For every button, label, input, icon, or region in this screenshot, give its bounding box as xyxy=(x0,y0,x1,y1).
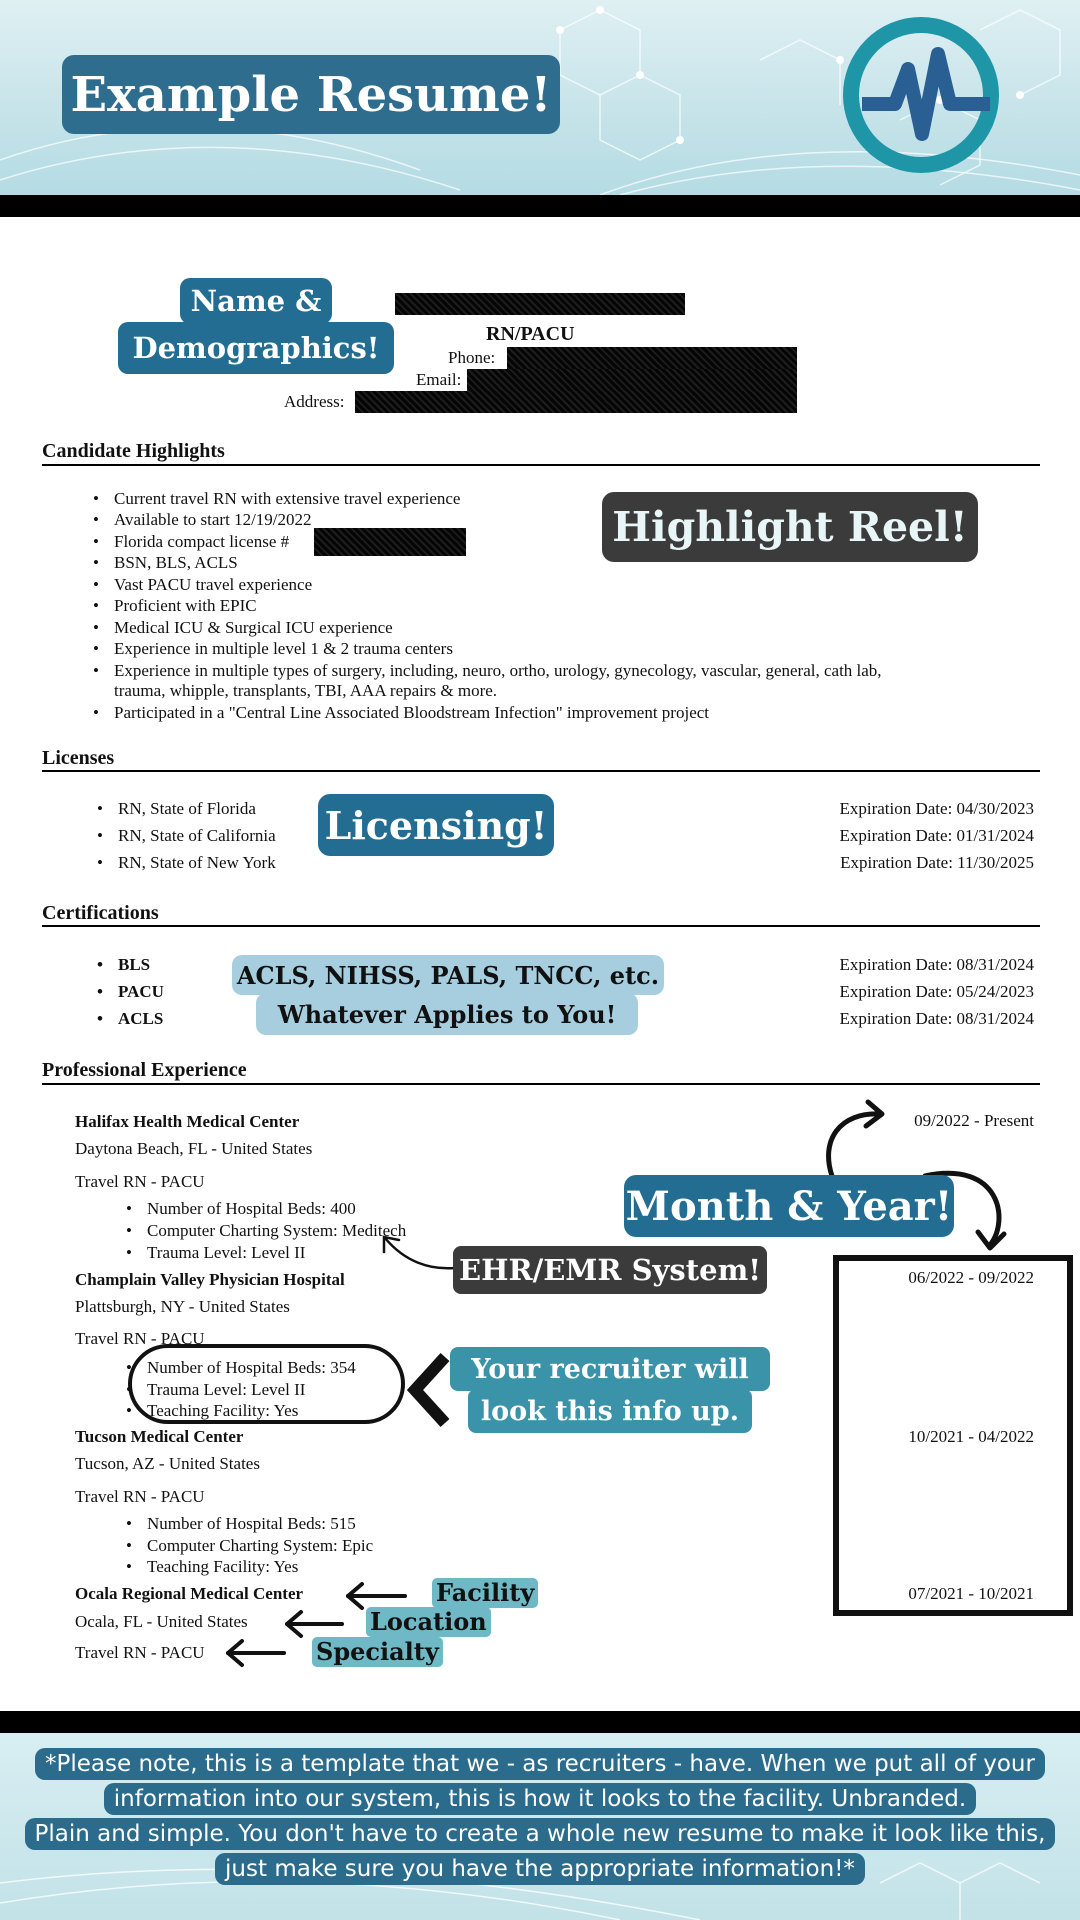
role-heading: RN/PACU xyxy=(486,323,575,345)
job-detail: • Trauma Level: Level II xyxy=(147,1243,305,1263)
job-detail: • Computer Charting System: Meditech xyxy=(147,1221,406,1241)
section-title-certifications: Certifications xyxy=(42,902,159,924)
job-detail: • Teaching Facility: Yes xyxy=(147,1401,298,1421)
license-expiration: Expiration Date: 01/31/2024 xyxy=(839,826,1034,845)
callout-licensing: Licensing! xyxy=(318,794,554,856)
list-item: • Medical ICU & Surgical ICU experience xyxy=(114,618,393,638)
job-role: Travel RN - PACU xyxy=(75,1172,205,1191)
list-item: • Current travel RN with extensive travel experience xyxy=(114,489,460,509)
job-detail: • Number of Hospital Beds: 400 xyxy=(147,1199,356,1219)
callout-month-year: Month & Year! xyxy=(624,1175,954,1237)
list-item: • Experience in multiple types of surgery, including, neuro, ortho, urology, gynecology, vascular, general, cath lab, xyxy=(114,661,882,681)
job-detail: • Teaching Facility: Yes xyxy=(147,1557,298,1577)
callout-recruiter-line2: look this info up. xyxy=(468,1389,752,1433)
job-role: Travel RN - PACU xyxy=(75,1487,205,1506)
list-item: • Vast PACU travel experience xyxy=(114,575,312,595)
callout-certs-line2: Whatever Applies to You! xyxy=(256,993,638,1035)
job-location: Tucson, AZ - United States xyxy=(75,1454,260,1473)
callout-ehr-system: EHR/EMR System! xyxy=(453,1246,767,1294)
callout-name-line1: Name & xyxy=(180,278,332,324)
job-dates: 09/2022 - Present xyxy=(914,1111,1034,1130)
section-title-experience: Professional Experience xyxy=(42,1059,247,1081)
cert-name: • BLS xyxy=(118,955,150,975)
list-item: • Available to start 12/19/2022 xyxy=(114,510,312,530)
email-label: Email: xyxy=(416,370,462,389)
job-role: Travel RN - PACU xyxy=(75,1643,205,1662)
section-title-highlights: Candidate Highlights xyxy=(42,440,225,462)
label-location: Location xyxy=(366,1607,491,1637)
label-specialty: Specialty xyxy=(312,1637,443,1667)
cert-expiration: Expiration Date: 05/24/2023 xyxy=(839,982,1034,1001)
job-role: Travel RN - PACU xyxy=(75,1329,205,1348)
footer-line: just make sure you have the appropriate information!* xyxy=(0,1856,1080,1882)
license-expiration: Expiration Date: 11/30/2025 xyxy=(840,853,1034,872)
job-detail: • Number of Hospital Beds: 515 xyxy=(147,1514,356,1534)
job-facility: Ocala Regional Medical Center xyxy=(75,1584,304,1603)
license-expiration: Expiration Date: 04/30/2023 xyxy=(839,799,1034,818)
license-name: • RN, State of Florida xyxy=(118,799,256,819)
job-detail: • Trauma Level: Level II xyxy=(147,1380,305,1400)
cert-name: • ACLS xyxy=(118,1009,163,1029)
job-facility: Champlain Valley Physician Hospital xyxy=(75,1270,345,1289)
cert-expiration: Expiration Date: 08/31/2024 xyxy=(839,1009,1034,1028)
job-detail: • Number of Hospital Beds: 354 xyxy=(147,1358,356,1378)
callout-certs-line1: ACLS, NIHSS, PALS, TNCC, etc. xyxy=(232,955,664,995)
footer-line: information into our system, this is how it looks to the facility. Unbranded. xyxy=(0,1786,1080,1812)
section-title-licenses: Licenses xyxy=(42,747,115,769)
footer-line: *Please note, this is a template that we - as recruiters - have. When we put all of your xyxy=(0,1751,1080,1777)
job-dates: 07/2021 - 10/2021 xyxy=(908,1584,1034,1603)
job-dates: 10/2021 - 04/2022 xyxy=(908,1427,1034,1446)
list-item-continued: trauma, whipple, transplants, TBI, AAA repairs & more. xyxy=(114,681,498,700)
footer-note xyxy=(0,1733,1080,1920)
callout-highlight-reel: Highlight Reel! xyxy=(602,492,978,562)
footer-divider xyxy=(0,1711,1080,1733)
cert-name: • PACU xyxy=(118,982,164,1002)
job-facility: Tucson Medical Center xyxy=(75,1427,244,1446)
license-name: • RN, State of California xyxy=(118,826,276,846)
footer-line: Plain and simple. You don't have to create a whole new resume to make it look like this, xyxy=(0,1821,1080,1847)
list-item: • Florida compact license # xyxy=(114,532,289,552)
callout-recruiter-line1: Your recruiter will xyxy=(450,1347,770,1391)
job-dates: 06/2022 - 09/2022 xyxy=(908,1268,1034,1287)
job-location: Daytona Beach, FL - United States xyxy=(75,1139,313,1158)
job-facility: Halifax Health Medical Center xyxy=(75,1112,300,1131)
callout-name-line2: Demographics! xyxy=(118,322,394,374)
cert-expiration: Expiration Date: 08/31/2024 xyxy=(839,955,1034,974)
job-location: Ocala, FL - United States xyxy=(75,1612,248,1631)
address-label: Address: xyxy=(284,392,345,411)
page-title: Example Resume! xyxy=(62,55,560,134)
list-item: • Participated in a "Central Line Associated Bloodstream Infection" improvement project xyxy=(114,703,709,723)
job-detail: • Computer Charting System: Epic xyxy=(147,1536,373,1556)
job-location: Plattsburgh, NY - United States xyxy=(75,1297,290,1316)
list-item: • Proficient with EPIC xyxy=(114,596,257,616)
license-name: • RN, State of New York xyxy=(118,853,276,873)
list-item: • Experience in multiple level 1 & 2 trauma centers xyxy=(114,639,453,659)
label-facility: Facility xyxy=(432,1578,538,1608)
phone-label: Phone: xyxy=(448,348,496,367)
list-item: • BSN, BLS, ACLS xyxy=(114,553,238,573)
